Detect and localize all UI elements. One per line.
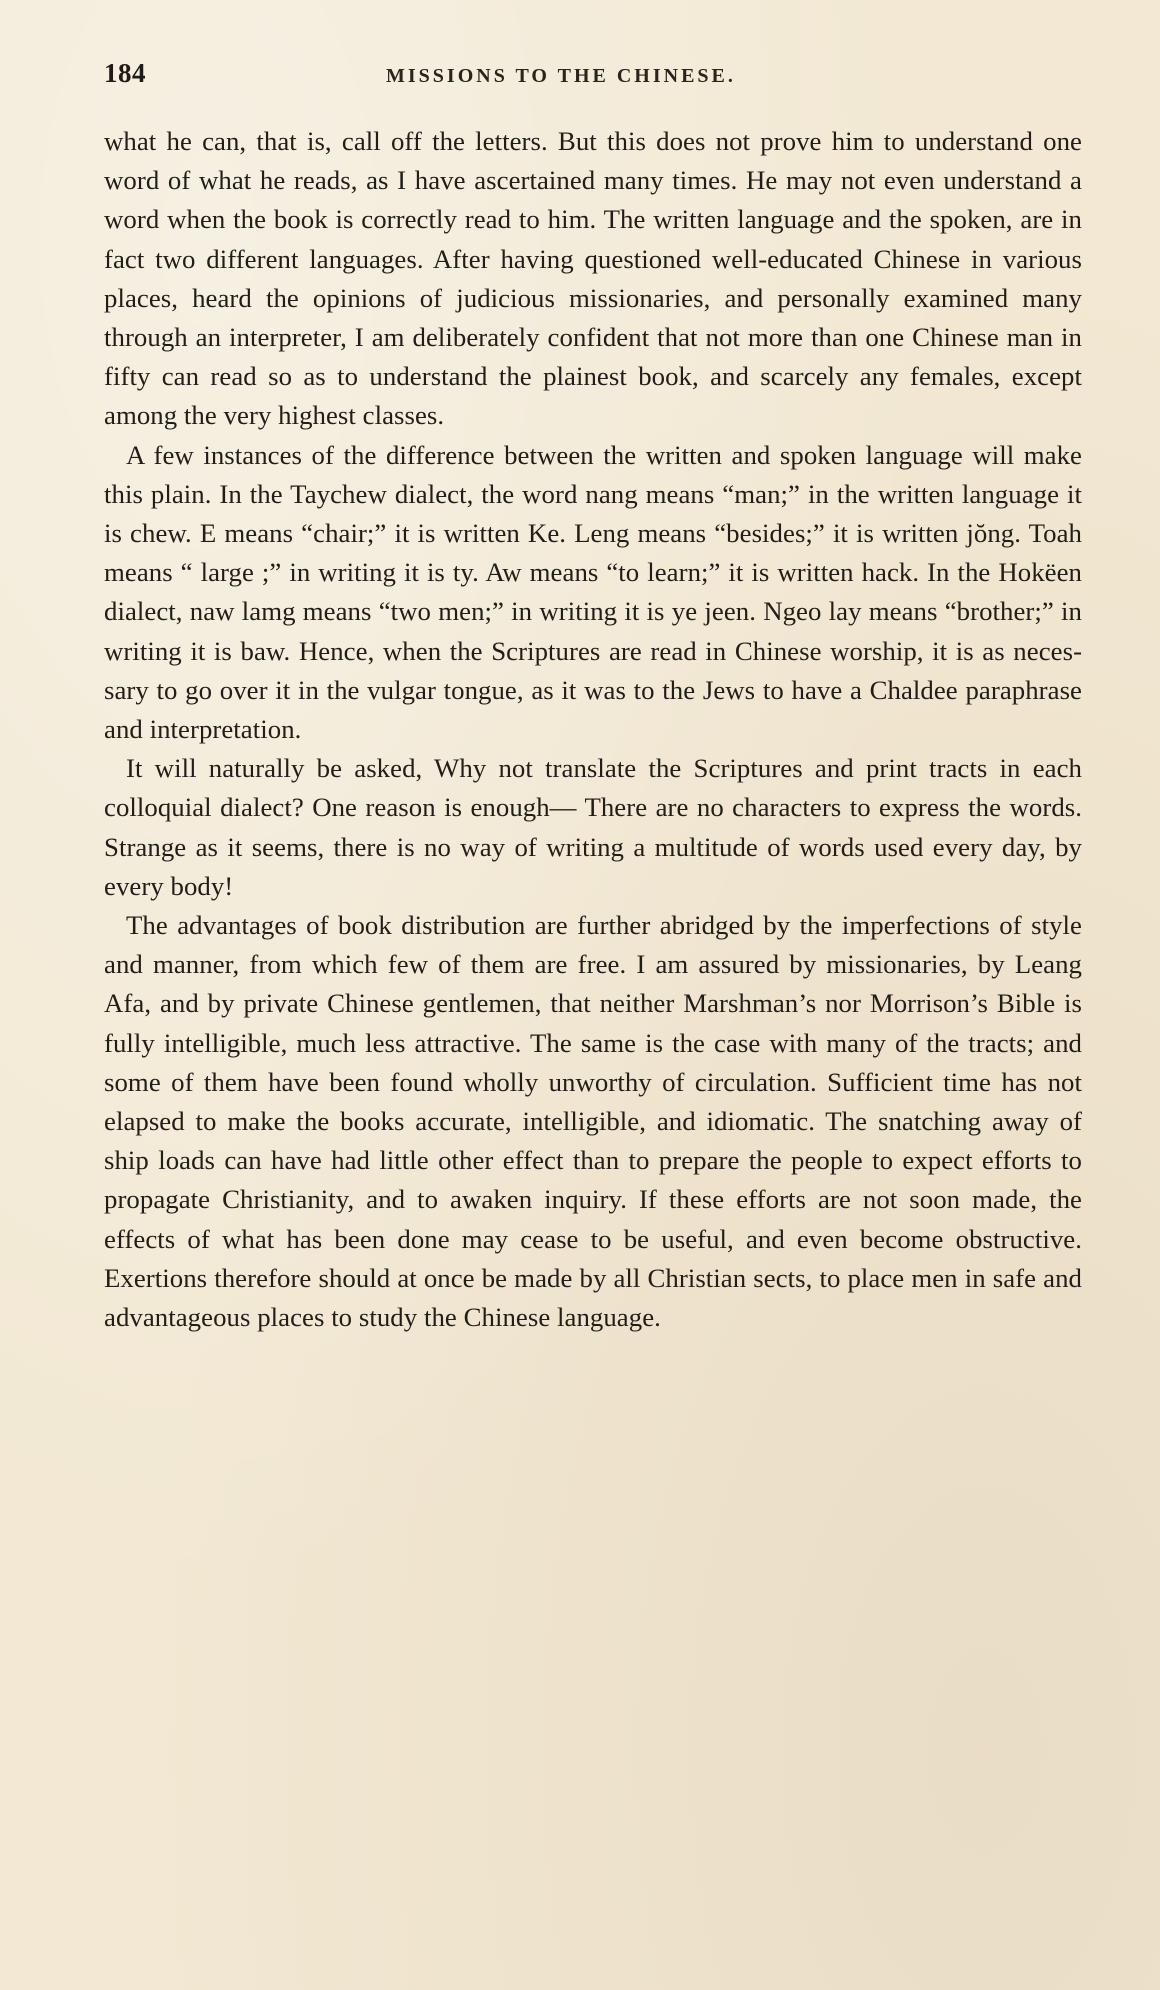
running-title: MISSIONS TO THE CHINESE.	[386, 65, 736, 87]
paragraph-2: A few instances of the difference between the written and spoken language will make this plain. In the Taychew dialect, the word nang means “man;” in the written language it is chew. E means “chair;” it is written Ke. Leng means “besides;” it is written jŏng. Toah means “ large ;” in writing it is ty. Aw means “to learn;” it is written hack. In the Hokëen dialect, naw lamg means “two men;” in writing it is ye jeen. Ngeo lay means “brother;” in writing it is baw. Hence, when the Scriptures are read in Chinese worship, it is as necessary to go over it in the vulgar tongue, as it was to the Jews to have a Chaldee paraphrase and interpretation.	[104, 439, 1082, 745]
running-head	[104, 58, 1090, 98]
page-number: 184	[104, 58, 146, 88]
paragraph-4: The advantages of book distribution are further abridged by the imperfections of style and manner, from which few of them are free. I am assured by missionaries, by Leang Afa, and by private Chinese gentlemen, that neither Marshman’s nor Morrison’s Bible is fully intelligible, much less attractive. The same is the case with many of the tracts; and some of them have been found wholly unworthy of circulation. Sufficient time has not elapsed to make the books accurate, intelligible, and idiomatic. The snatching away of ship loads can have had little other effect than to prepare the people to expect efforts to propagate Christianity, and to awaken inquiry. If these efforts are not soon made, the effects of what has been done may cease to be useful, and even become obstructive. Exertions therefore should at once be made by all Christian sects, to place men in safe and advantageous places to study the Chinese language.	[104, 910, 1082, 1333]
paragraph-3: It will naturally be asked, Why not translate the Scriptures and print tracts in each colloquial dialect? One reason is enough— There are no characters to express the words. Strange as it seems, there is no way of writing a multitude of words used every day, by every body!	[104, 753, 1082, 901]
body-text	[104, 122, 1082, 1337]
paragraph-1: what he can, that is, call off the letters. But this does not prove him to understand one word of what he reads, as I have ascertained many times. He may not even understand a word when the book is correctly read to him. The written language and the spoken, are in fact two different languages. After having questioned well-educated Chinese in various places, heard the opinions of judicious missionaries, and personally examined many through an interpreter, I am deliberately confident that not more than one Chinese man in fifty can read so as to understand the plainest book, and scarcely any females, except among the very highest classes.	[104, 126, 1082, 431]
